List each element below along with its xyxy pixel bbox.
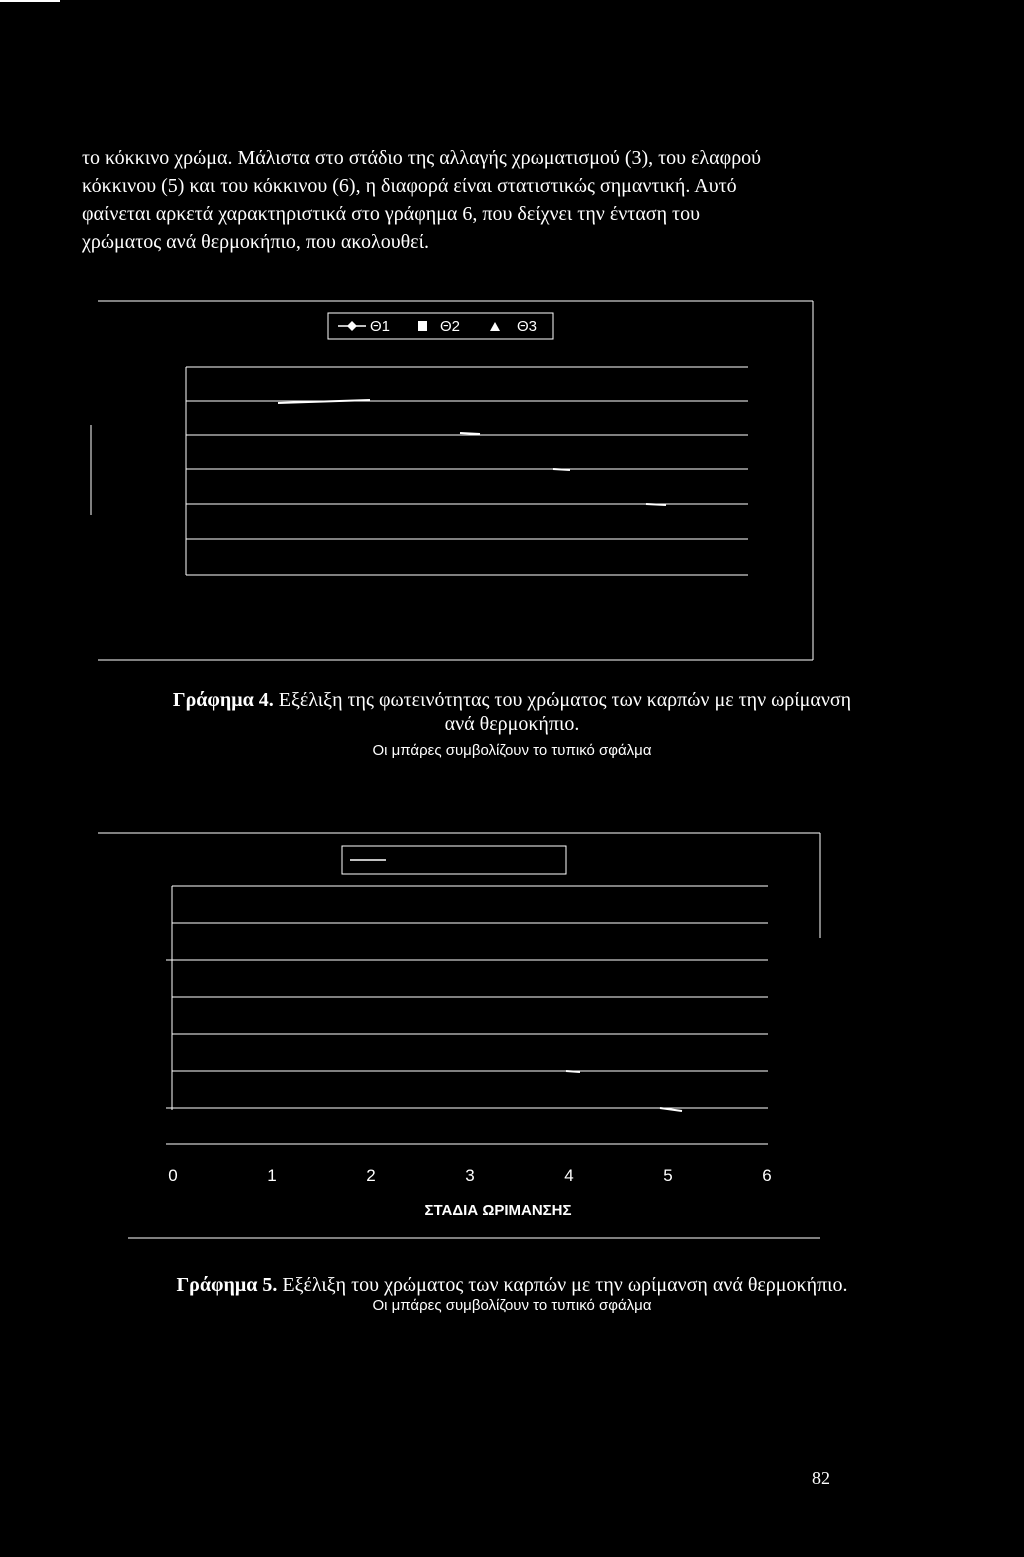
series-trace — [646, 504, 666, 505]
body-paragraph — [82, 144, 942, 256]
series-traces — [566, 1071, 682, 1111]
figure4-chart — [88, 295, 828, 665]
diamond-marker-icon — [347, 321, 357, 331]
series-trace — [566, 1071, 580, 1072]
x-tick-label: 6 — [762, 1166, 772, 1185]
x-tick-label: 0 — [168, 1166, 178, 1185]
figure5-chart — [88, 828, 828, 1243]
x-tick-label: 2 — [366, 1166, 376, 1185]
triangle-marker-icon — [490, 322, 500, 331]
body-line: κόκκινου (5) και του κόκκινου (6), η διαφορά είναι στατιστικώς σημαντική. Αυτό — [82, 175, 737, 197]
figure4-caption-line2: ανά θερμοκήπιο. — [444, 713, 580, 735]
legend — [338, 318, 537, 335]
x-tick-label: 3 — [465, 1166, 475, 1185]
figure5-error-note: Οι μπάρες συμβολίζουν το τυπικό σφάλμα — [372, 1297, 652, 1314]
x-tick-label: 5 — [663, 1166, 673, 1185]
figure4-error-note: Οι μπάρες συμβολίζουν το τυπικό σφάλμα — [372, 742, 652, 759]
body-line: φαίνεται αρκετά χαρακτηριστικά στο γράφημα 6, που δείχνει την ένταση του — [82, 203, 700, 225]
x-axis-label: ΣΤΑΔΙΑ ΩΡΙΜΑΝΣΗΣ — [424, 1202, 572, 1219]
figure4-caption — [0, 688, 1024, 712]
series-trace — [553, 469, 570, 470]
gridlines — [186, 367, 748, 575]
page-top-rule — [0, 0, 60, 2]
legend-entry-2 — [418, 318, 460, 335]
x-axis-ticks — [168, 1166, 771, 1185]
caption-label: Γράφημα 5. — [176, 1274, 278, 1296]
figure5-caption — [0, 1273, 1024, 1297]
x-tick-label: 1 — [267, 1166, 277, 1185]
body-line: το κόκκινο χρώμα. Μάλιστα στο στάδιο της αλλαγής χρωματισμού (3), του ελαφρού — [82, 147, 762, 169]
legend-label: Θ2 — [440, 318, 461, 335]
page-number: 82 — [812, 1468, 830, 1488]
legend-label: Θ1 — [370, 318, 391, 335]
series-trace — [460, 433, 480, 434]
legend-entry-3 — [490, 318, 537, 335]
legend-label: Θ3 — [517, 318, 538, 335]
caption-text: Εξέλιξη της φωτεινότητας του χρώματος των καρπών με την ωρίμανση — [278, 689, 852, 711]
x-tick-label: 4 — [564, 1166, 574, 1185]
body-line: χρώματος ανά θερμοκήπιο, που ακολουθεί. — [82, 231, 429, 253]
gridlines — [166, 886, 768, 1144]
series-traces — [278, 400, 666, 505]
caption-text: Εξέλιξη του χρώματος των καρπών με την ωρίμανση ανά θερμοκήπιο. — [282, 1274, 848, 1296]
legend-entry-1 — [338, 318, 390, 335]
square-marker-icon — [418, 321, 427, 331]
caption-label: Γράφημα 4. — [172, 689, 274, 711]
